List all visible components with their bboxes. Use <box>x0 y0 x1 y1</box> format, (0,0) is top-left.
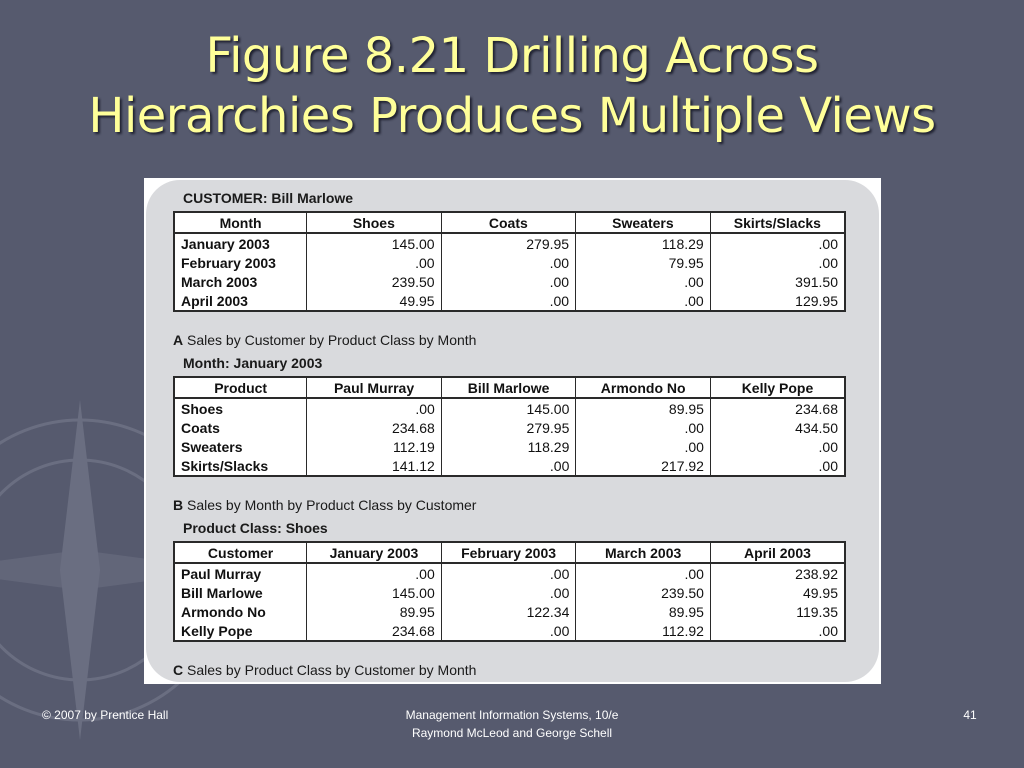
column-header: Paul Murray <box>307 377 442 398</box>
row-label: March 2003 <box>174 272 307 291</box>
table-row <box>174 418 845 437</box>
table-cell: .00 <box>441 456 576 476</box>
row-label: Kelly Pope <box>174 621 307 641</box>
caption-text: Sales by Product Class by Customer by Month <box>183 662 477 678</box>
footer-authors: Raymond McLeod and George Schell <box>411 726 613 740</box>
table-caption <box>173 662 476 678</box>
column-header: January 2003 <box>307 542 442 563</box>
table-cell: .00 <box>307 563 442 583</box>
table-cell: 129.95 <box>710 291 845 311</box>
table-header-row <box>174 212 845 233</box>
table-caption <box>173 497 476 513</box>
row-label: Armondo No <box>174 602 307 621</box>
table-cell: 145.00 <box>307 233 441 253</box>
row-label: Shoes <box>174 398 307 418</box>
table-cell: .00 <box>710 456 845 476</box>
table-cell: 434.50 <box>710 418 845 437</box>
table-cell: .00 <box>441 291 575 311</box>
sales-table-c <box>173 541 846 642</box>
table-row <box>174 621 845 641</box>
column-header: Customer <box>174 542 307 563</box>
slide-title-line-2: Hierarchies Produces Multiple Views <box>88 88 936 144</box>
column-header: Month <box>174 212 307 233</box>
column-header: Skirts/Slacks <box>710 212 845 233</box>
table-cell: .00 <box>441 253 575 272</box>
table-cell: 89.95 <box>307 602 442 621</box>
column-header: Sweaters <box>576 212 711 233</box>
table-row <box>174 233 845 253</box>
table-cell: 118.29 <box>576 233 711 253</box>
footer-book-info <box>362 706 662 742</box>
row-label: Paul Murray <box>174 563 307 583</box>
caption-letter: A <box>173 332 184 348</box>
table-cell: 118.29 <box>441 437 576 456</box>
table-cell: 49.95 <box>307 291 441 311</box>
column-header: February 2003 <box>441 542 576 563</box>
footer-book-title: Management Information Systems, 10/e <box>405 708 619 722</box>
table-row <box>174 398 845 418</box>
table-row <box>174 272 845 291</box>
table-header-row <box>174 542 845 563</box>
table-cell: 145.00 <box>441 398 576 418</box>
table-row <box>174 583 845 602</box>
table-cell: 234.68 <box>307 418 442 437</box>
table-cell: .00 <box>441 272 575 291</box>
table-cell: .00 <box>576 291 711 311</box>
column-header: Kelly Pope <box>710 377 845 398</box>
row-label: Sweaters <box>174 437 307 456</box>
caption-text: Sales by Month by Product Class by Customer <box>183 497 477 513</box>
table-cell: 217.92 <box>576 456 711 476</box>
column-header: March 2003 <box>576 542 711 563</box>
row-label: Skirts/Slacks <box>174 456 307 476</box>
table-cell: 391.50 <box>710 272 845 291</box>
table-row <box>174 437 845 456</box>
table-cell: .00 <box>441 563 576 583</box>
table-cell: .00 <box>710 621 845 641</box>
table-cell: 279.95 <box>441 233 575 253</box>
footer-copyright: © 2007 by Prentice Hall <box>42 708 169 722</box>
sales-table-a <box>173 211 846 312</box>
table-cell: .00 <box>576 437 711 456</box>
figure-8-21 <box>144 178 881 684</box>
table-cell: 234.68 <box>307 621 442 641</box>
table-cell: .00 <box>441 583 576 602</box>
table-cell: .00 <box>710 233 845 253</box>
table-cell: 89.95 <box>576 602 711 621</box>
table-cell: .00 <box>307 253 441 272</box>
table-cell: 79.95 <box>576 253 711 272</box>
slide-title <box>0 26 1024 146</box>
table-cell: 122.34 <box>441 602 576 621</box>
row-label: Bill Marlowe <box>174 583 307 602</box>
column-header: Coats <box>441 212 575 233</box>
table-header-row <box>174 377 845 398</box>
row-label: January 2003 <box>174 233 307 253</box>
caption-text: Sales by Customer by Product Class by Month <box>183 332 477 348</box>
table-cell: 239.50 <box>307 272 441 291</box>
table-row <box>174 602 845 621</box>
table-cell: .00 <box>576 418 711 437</box>
column-header: Armondo No <box>576 377 711 398</box>
table-cell: 141.12 <box>307 456 442 476</box>
table-cell: 119.35 <box>710 602 845 621</box>
table-cell: 239.50 <box>576 583 711 602</box>
caption-letter: B <box>173 497 184 513</box>
table-cell: .00 <box>576 272 711 291</box>
table-cell: 238.92 <box>710 563 845 583</box>
slide-title-line-1: Figure 8.21 Drilling Across <box>205 28 819 84</box>
table-cell: 234.68 <box>710 398 845 418</box>
table-cell: 89.95 <box>576 398 711 418</box>
row-label: April 2003 <box>174 291 307 311</box>
table-cell: .00 <box>710 253 845 272</box>
table-cell: 49.95 <box>710 583 845 602</box>
table-row <box>174 456 845 476</box>
section-heading: Month: January 2003 <box>183 355 323 371</box>
table-cell: .00 <box>441 621 576 641</box>
row-label: February 2003 <box>174 253 307 272</box>
row-label: Coats <box>174 418 307 437</box>
column-header: April 2003 <box>710 542 845 563</box>
table-cell: 112.19 <box>307 437 442 456</box>
table-row <box>174 563 845 583</box>
section-heading: CUSTOMER: Bill Marlowe <box>183 190 354 206</box>
table-cell: .00 <box>576 563 711 583</box>
table-row <box>174 291 845 311</box>
column-header: Product <box>174 377 307 398</box>
section-heading: Product Class: Shoes <box>183 520 328 536</box>
sales-table-b <box>173 376 846 477</box>
footer-page-number: 41 <box>963 708 977 722</box>
table-cell: .00 <box>710 437 845 456</box>
table-cell: 112.92 <box>576 621 711 641</box>
table-cell: 279.95 <box>441 418 576 437</box>
table-caption <box>173 332 476 348</box>
table-cell: .00 <box>307 398 442 418</box>
table-cell: 145.00 <box>307 583 442 602</box>
caption-letter: C <box>173 662 184 678</box>
column-header: Bill Marlowe <box>441 377 576 398</box>
column-header: Shoes <box>307 212 441 233</box>
table-row <box>174 253 845 272</box>
